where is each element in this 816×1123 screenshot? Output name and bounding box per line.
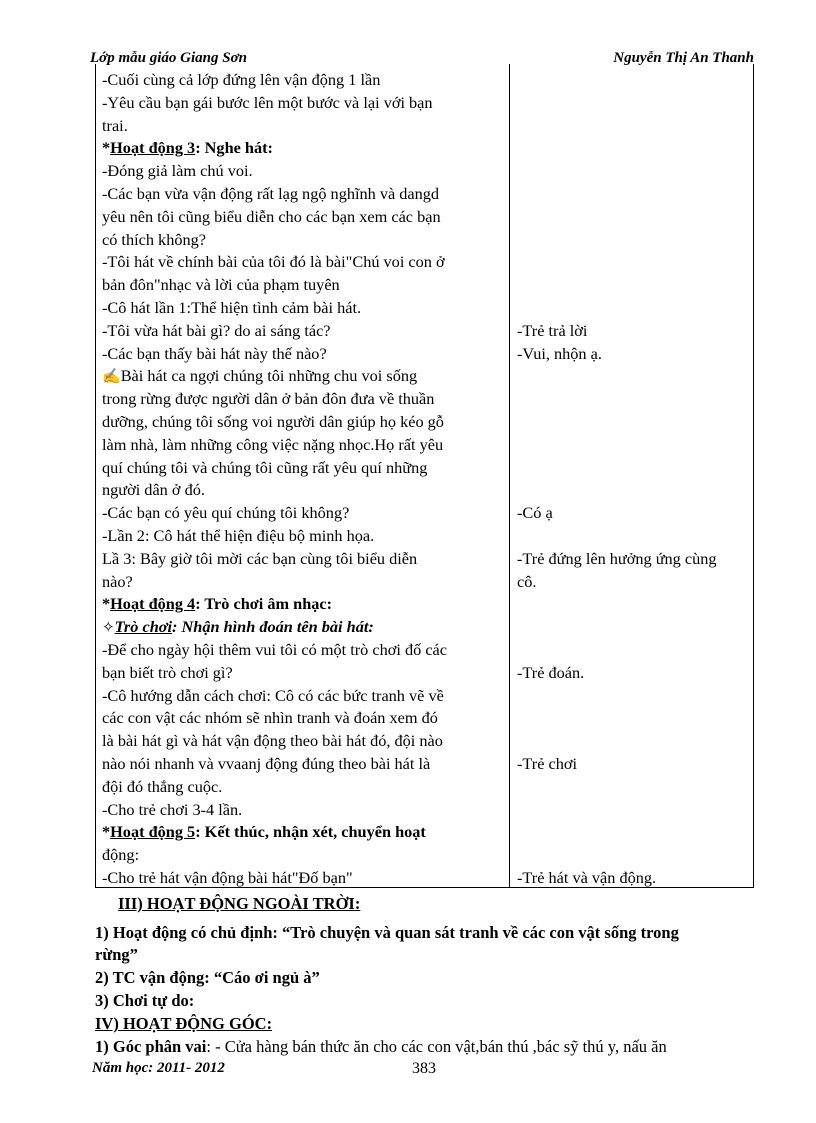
table-left-line: -Để cho ngày hội thêm vui tôi có một trò chơi đố các [102, 640, 447, 659]
table-left-line: quí chúng tôi và chúng tôi cũng rất yêu quí những [102, 457, 428, 477]
table-left-line: -Tôi vừa hát bài gì? do ai sáng tác? [102, 320, 331, 340]
writing-hand-icon: ✍ [102, 369, 121, 386]
column-divider [509, 64, 510, 887]
table-left-line: có thích không? [102, 229, 206, 249]
table-left-line: bạn biết trò chơi gì? [102, 662, 233, 682]
table-left-line: động: [102, 845, 140, 865]
table-left-line: đội đó thắng cuộc. [102, 776, 223, 796]
lesson-table [95, 64, 754, 888]
section4-item1 [95, 1036, 667, 1058]
header-school: Lớp mẫu giáo Giang Sơn [90, 50, 247, 66]
table-left-line: trong rừng được người dân ở bản đôn đưa về thuần [102, 389, 435, 409]
table-right-cell: cô. [517, 571, 537, 591]
table-right-cell: -Trẻ hát và vận động. [517, 868, 657, 887]
table-left-line [102, 365, 417, 388]
activity-subtitle: : Nhận hình đoán tên bài hát: [172, 617, 374, 637]
table-right-cell: -Có ạ [517, 503, 553, 523]
table-left-line: yêu nên tôi cũng biểu diễn cho các bạn xem các bạn [102, 206, 441, 226]
table-left-line [102, 616, 374, 639]
table-left-line [102, 137, 273, 159]
table-left-line [102, 821, 426, 843]
table-left-line [102, 593, 332, 615]
table-left-line: -Các bạn thấy bài hát này thế nào? [102, 343, 327, 363]
activity-subtitle: : Trò chơi âm nhạc: [195, 594, 333, 614]
table-left-line: nào? [102, 571, 133, 591]
header-author: Nguyễn Thị An Thanh [613, 50, 754, 66]
heading-prefix: * [102, 594, 111, 614]
activity-title: Hoạt động 4 [110, 594, 196, 614]
table-left-line: -Tôi hát về chính bài của tôi đó là bài"Chú voi con ở [102, 252, 445, 272]
table-left-line: -Các bạn có yêu quí chúng tôi không? [102, 503, 350, 523]
activity-title: Hoạt động 3 [110, 138, 196, 158]
table-left-line: dưỡng, chúng tôi sống voi người dân giúp họ kéo gỗ [102, 412, 444, 431]
section3-item2: 2) TC vận động: “Cáo ơi ngủ à” [95, 968, 320, 987]
table-left-line: -Cho trẻ hát vận động bài hát"Đố bạn" [102, 868, 353, 887]
table-left-line: -Yêu cầu bạn gái bước lên một bước và lại với bạn [102, 92, 433, 112]
table-left-line: nào nói nhanh và vvaanj động đúng theo bài hát là [102, 754, 431, 773]
table-right-cell: -Trẻ trả lời [517, 320, 588, 340]
table-left-line: là bài hát gì và hát vận động theo bài hát đó, đội nào [102, 731, 443, 751]
table-left-line: -Đóng giả làm chú voi. [102, 161, 253, 181]
table-left-line: -Cô hướng dẫn cách chơi: Cô có các bức tranh vẽ về [102, 685, 444, 705]
table-right-cell: -Trẻ đứng lên hưởng ứng cùng [517, 548, 717, 568]
table-left-line: các con vật các nhóm sẽ nhìn tranh và đoán xem đó [102, 708, 438, 728]
table-left-line: bản đôn"nhạc và lời của phạm tuyên [102, 275, 340, 295]
table-left-line: Lầ 3: Bây giờ tôi mời các bạn cùng tôi biểu diễn [102, 548, 418, 568]
table-left-line: -Cho trẻ chơi 3-4 lần. [102, 799, 243, 819]
section4-item1-label: 1) Góc phân vai [95, 1037, 207, 1056]
star-icon: ✧ [102, 620, 115, 637]
table-right-cell: -Trẻ chơi [517, 754, 578, 773]
section3-item1-line2: rừng” [95, 945, 138, 964]
line-text: Bài hát ca ngợi chúng tôi những chu voi sống [120, 366, 418, 386]
table-left-line: -Cuối cùng cả lớp đứng lên vận động 1 lần [102, 70, 381, 89]
activity-title: Hoạt động 5 [110, 822, 196, 842]
table-left-line: làm nhà, làm những công việc nặng nhọc.Họ rất yêu [102, 434, 444, 454]
activity-title: Trò chơi [114, 617, 173, 637]
table-left-line: -Cô hát lần 1:Thể hiện tình cảm bài hát. [102, 298, 362, 317]
section3-item1-line1: 1) Hoạt động có chủ định: “Trò chuyện và quan sát tranh về các con vật sống trong [95, 923, 679, 942]
table-left-line: người dân ở đó. [102, 480, 205, 500]
section3-heading: III) HOẠT ĐỘNG NGOÀI TRỜI: [118, 894, 361, 913]
section3-item3: 3) Chơi tự do: [95, 991, 195, 1010]
table-left-line: -Lần 2: Cô hát thể hiện điệu bộ minh họa. [102, 526, 375, 545]
activity-subtitle: : Nghe hát: [195, 138, 273, 158]
table-right-cell: -Vui, nhộn ạ. [517, 343, 602, 363]
heading-prefix: * [102, 138, 111, 158]
table-right-cell: -Trẻ đoán. [517, 662, 585, 682]
table-left-line: -Các bạn vừa vận động rất lạg ngộ nghĩnh và dangd [102, 184, 440, 203]
section4-heading: IV) HOẠT ĐỘNG GÓC: [95, 1014, 273, 1033]
section4-item1-text: : - Cửa hàng bán thức ăn cho các con vật,bán thú ,bác sỹ thú y, nấu ăn [206, 1037, 667, 1056]
table-left-line: trai. [102, 115, 128, 135]
footer-school-year: Năm học: 2011- 2012 [92, 1060, 225, 1076]
activity-subtitle: : Kết thúc, nhận xét, chuyển hoạt [195, 822, 426, 842]
page-number: 383 [412, 1060, 436, 1077]
heading-prefix: * [102, 822, 111, 842]
